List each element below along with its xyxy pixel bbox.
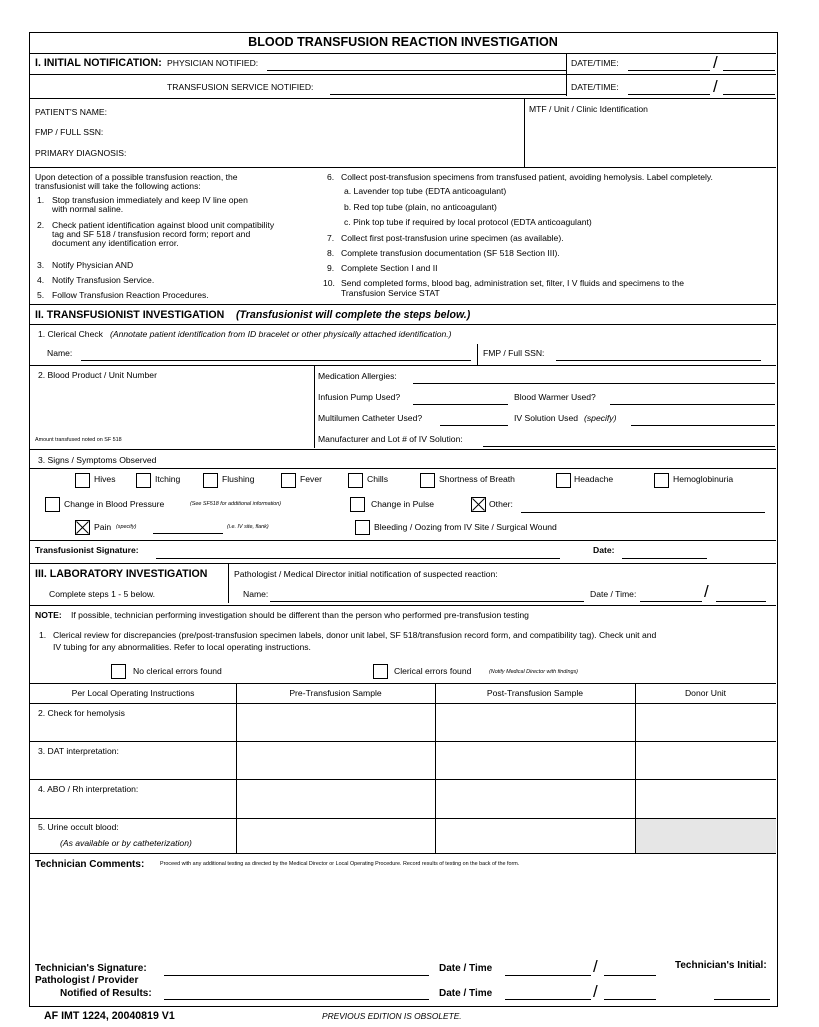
- form-title: BLOOD TRANSFUSION REACTION INVESTIGATION: [248, 35, 558, 49]
- headache-label: Headache: [574, 474, 614, 484]
- section-3-heading: III. LABORATORY INVESTIGATION: [35, 568, 208, 580]
- flushing-label: Flushing: [222, 474, 255, 484]
- pathologist-date-time-label: Date / Time: [439, 988, 493, 999]
- steps-intro: Upon detection of a possible transfusion reaction, the: [35, 172, 238, 182]
- other-field[interactable]: [521, 512, 765, 513]
- table-row: 5. Urine occult blood:: [38, 822, 119, 832]
- technician-time-field[interactable]: [604, 975, 656, 976]
- flushing-checkbox[interactable]: [203, 473, 218, 488]
- pain-field[interactable]: [153, 533, 223, 534]
- step-number: 1.: [37, 195, 45, 205]
- step-1: Stop transfusion immediately and keep IV line open: [52, 195, 248, 205]
- ts-notified-label: TRANSFUSION SERVICE NOTIFIED:: [167, 82, 314, 92]
- hives-label: Hives: [94, 474, 116, 484]
- step-5: Follow Transfusion Reaction Procedures.: [52, 290, 209, 300]
- date-time-label: DATE/TIME:: [571, 82, 619, 92]
- name-label: Name:: [47, 348, 73, 358]
- sob-checkbox[interactable]: [420, 473, 435, 488]
- med-allergies-field[interactable]: [413, 383, 775, 384]
- step-2: document any identification error.: [52, 238, 179, 248]
- transfusionist-signature-label: Transfusionist Signature:: [35, 545, 139, 555]
- technician-initial-field[interactable]: [714, 999, 770, 1000]
- technician-comments-note: Proceed with any additional testing as directed by the Medical Director or Local Operating Procedure. Record results of testing on the back of the form.: [160, 861, 520, 867]
- pathologist-name-field[interactable]: [270, 601, 584, 602]
- technician-comments-label: Technician Comments:: [35, 859, 145, 870]
- table-row: 4. ABO / Rh interpretation:: [38, 784, 139, 794]
- itching-label: Itching: [155, 474, 181, 484]
- technician-signature-label: Technician's Signature:: [35, 963, 147, 974]
- ts-date-field[interactable]: [628, 94, 710, 95]
- bleeding-checkbox[interactable]: [355, 520, 370, 535]
- pathologist-signature-label: Pathologist / Provider: [35, 975, 139, 986]
- step-10: Send completed forms, blood bag, administration set, filter, I V fluids and specimens to the: [341, 278, 684, 288]
- pain-checkbox[interactable]: [75, 520, 90, 535]
- donor-unit-na-cell: [636, 819, 776, 853]
- amount-transfused-note: Amount transfused noted on SF 518: [35, 437, 122, 443]
- pain-label: Pain: [94, 522, 112, 532]
- hemoglobinuria-checkbox[interactable]: [654, 473, 669, 488]
- physician-notified-label: PHYSICIAN NOTIFIED:: [167, 58, 259, 68]
- table-header: Post-Transfusion Sample: [486, 688, 584, 698]
- step-6a: a. Lavender top tube (EDTA anticoagulant): [344, 186, 507, 196]
- step-3: Notify Physician AND: [52, 260, 134, 270]
- blood-warmer-field[interactable]: [610, 404, 775, 405]
- pathologist-results-date-field[interactable]: [505, 999, 591, 1000]
- med-allergies-label: Medication Allergies:: [318, 371, 397, 381]
- primary-diagnosis-label: PRIMARY DIAGNOSIS:: [35, 148, 127, 158]
- step-number: 8.: [327, 248, 335, 258]
- bp-label: Change in Blood Pressure: [64, 499, 165, 509]
- table-header: Per Local Operating Instructions: [71, 688, 195, 698]
- iv-solution-field[interactable]: [631, 425, 775, 426]
- blood-product-label: 2. Blood Product / Unit Number: [38, 370, 157, 380]
- step-6c: c. Pink top tube if required by local protocol (EDTA anticoagulant): [344, 217, 592, 227]
- patient-name-field[interactable]: [81, 360, 471, 361]
- pathologist-time-field[interactable]: [716, 601, 766, 602]
- no-clerical-errors-checkbox[interactable]: [111, 664, 126, 679]
- headache-checkbox[interactable]: [556, 473, 571, 488]
- step-number: 6.: [327, 172, 335, 182]
- urine-note: (As available or by catheterization): [60, 838, 192, 848]
- section-2-note: (Transfusionist will complete the steps below.): [236, 309, 471, 321]
- manufacturer-field[interactable]: [483, 446, 775, 447]
- signs-label: 3. Signs / Symptoms Observed: [38, 455, 157, 465]
- step-10: Transfusion Service STAT: [341, 288, 440, 298]
- fever-label: Fever: [300, 474, 322, 484]
- no-clerical-errors-label: No clerical errors found: [133, 666, 222, 676]
- date-time-slash: /: [593, 982, 598, 1001]
- step-2: Check patient identification against blood unit compatibility: [52, 220, 275, 230]
- table-header: Donor Unit: [684, 688, 727, 698]
- pathologist-results-time-field[interactable]: [604, 999, 656, 1000]
- pathologist-datetime-label: Date / Time:: [590, 589, 637, 599]
- technician-date-field[interactable]: [505, 975, 591, 976]
- step-1: with normal saline.: [52, 204, 124, 214]
- infusion-pump-field[interactable]: [413, 404, 508, 405]
- pain-specify: (specify): [116, 524, 137, 530]
- step-4: Notify Transfusion Service.: [52, 275, 155, 285]
- multilumen-field[interactable]: [440, 425, 508, 426]
- clerical-review-text: Clerical review for discrepancies (pre/post-transfusion specimen labels, donor unit label, SF 518/transfusion record form, and compatibility tag). Check unit and: [53, 630, 657, 640]
- clerical-errors-label: Clerical errors found: [394, 666, 472, 676]
- manufacturer-label: Manufacturer and Lot # of IV Solution:: [318, 434, 463, 444]
- chills-checkbox[interactable]: [348, 473, 363, 488]
- step-6b: b. Red top tube (plain, no anticoagulant): [344, 202, 497, 212]
- patient-name-label: PATIENT'S NAME:: [35, 107, 107, 117]
- multilumen-label: Multilumen Catheter Used?: [318, 413, 423, 423]
- note-text: If possible, technician performing investigation should be different than the person who performed pre-transfusion testing: [71, 610, 529, 620]
- section-1-heading: I. INITIAL NOTIFICATION:: [35, 57, 162, 69]
- complete-steps-label: Complete steps 1 - 5 below.: [49, 589, 156, 599]
- technician-signature-field[interactable]: [164, 975, 429, 976]
- step-2: tag and SF 518 / transfusion record form; report and: [52, 229, 251, 239]
- clerical-check-note: (Annotate patient identification from ID bracelet or other physically attached identification.): [110, 329, 452, 339]
- pathologist-notification-label: Pathologist / Medical Director initial notification of suspected reaction:: [234, 569, 498, 579]
- note-label: NOTE:: [35, 610, 62, 620]
- patient-fmp-label: FMP / FULL SSN:: [35, 127, 104, 137]
- technician-date-time-label: Date / Time: [439, 963, 493, 974]
- hives-checkbox[interactable]: [75, 473, 90, 488]
- date-time-label: DATE/TIME:: [571, 58, 619, 68]
- pulse-label: Change in Pulse: [371, 499, 435, 509]
- date-time-slash: /: [593, 957, 598, 976]
- step-9: Complete Section I and II: [341, 263, 438, 273]
- step-6: Collect post-transfusion specimens from transfused patient, avoiding hemolysis. Label completely.: [341, 172, 713, 182]
- fmp-ssn-field[interactable]: [556, 360, 761, 361]
- sob-label: Shortness of Breath: [439, 474, 515, 484]
- transfusion-reaction-form: [29, 32, 778, 1007]
- clerical-check-label: 1. Clerical Check: [38, 329, 103, 339]
- step-number: 4.: [37, 275, 45, 285]
- bleeding-label: Bleeding / Oozing from IV Site / Surgical Wound: [374, 522, 557, 532]
- date-time-slash: /: [704, 582, 709, 601]
- ts-time-field[interactable]: [723, 94, 775, 95]
- infusion-pump-label: Infusion Pump Used?: [318, 392, 401, 402]
- physician-time-field[interactable]: [723, 70, 775, 71]
- step-number: 1.: [39, 630, 47, 640]
- physician-notified-field[interactable]: [267, 70, 566, 71]
- clerical-errors-note: (Notify Medical Director with findings): [489, 669, 578, 675]
- technician-comments-area[interactable]: [35, 875, 771, 955]
- obsolete-note: PREVIOUS EDITION IS OBSOLETE.: [322, 1011, 462, 1021]
- itching-checkbox[interactable]: [136, 473, 151, 488]
- fmp-label: FMP / Full SSN:: [483, 348, 545, 358]
- pathologist-name-label: Name:: [243, 589, 269, 599]
- blood-warmer-label: Blood Warmer Used?: [514, 392, 596, 402]
- clerical-review-text: IV tubing for any abnormalities. Refer to local operating instructions.: [53, 642, 311, 652]
- table-row: 3. DAT interpretation:: [38, 746, 119, 756]
- physician-date-field[interactable]: [628, 70, 710, 71]
- pathologist-signature-label: Notified of Results:: [60, 988, 152, 999]
- pathologist-signature-field[interactable]: [164, 999, 429, 1000]
- mtf-label: MTF / Unit / Clinic Identification: [529, 104, 648, 114]
- bp-note: (See SF518 for additional information): [190, 501, 282, 507]
- bp-checkbox[interactable]: [45, 497, 60, 512]
- hemoglobinuria-label: Hemoglobinuria: [673, 474, 734, 484]
- other-checkbox[interactable]: [471, 497, 486, 512]
- ts-notified-field[interactable]: [330, 94, 566, 95]
- transfusionist-signature-field[interactable]: [156, 558, 560, 559]
- step-number: 10.: [323, 278, 335, 288]
- section-2-heading: II. TRANSFUSIONIST INVESTIGATION: [35, 309, 225, 321]
- table-header: Pre-Transfusion Sample: [289, 688, 382, 698]
- technician-initial-label: Technician's Initial:: [675, 960, 767, 971]
- form-id: AF IMT 1224, 20040819 V1: [44, 1010, 175, 1022]
- step-number: 9.: [327, 263, 335, 273]
- step-number: 3.: [37, 260, 45, 270]
- other-label: Other:: [489, 499, 513, 509]
- pulse-checkbox[interactable]: [350, 497, 365, 512]
- iv-solution-label: IV Solution Used: [514, 413, 579, 423]
- pathologist-date-field[interactable]: [640, 601, 702, 602]
- step-number: 5.: [37, 290, 45, 300]
- steps-intro: transfusionist will take the following actions:: [35, 181, 201, 191]
- table-row: 2. Check for hemolysis: [38, 708, 125, 718]
- pain-site-note: (i.e. IV site, flank): [227, 524, 269, 530]
- fever-checkbox[interactable]: [281, 473, 296, 488]
- signature-date-field[interactable]: [622, 558, 707, 559]
- date-time-slash: /: [713, 53, 718, 72]
- iv-solution-specify: (specify): [584, 413, 617, 423]
- step-8: Complete transfusion documentation (SF 518 Section III).: [341, 248, 560, 258]
- step-7: Collect first post-transfusion urine specimen (as available).: [341, 233, 564, 243]
- chills-label: Chills: [367, 474, 389, 484]
- date-time-slash: /: [713, 77, 718, 96]
- step-number: 2.: [37, 220, 45, 230]
- step-number: 7.: [327, 233, 335, 243]
- signature-date-label: Date:: [593, 545, 615, 555]
- clerical-errors-checkbox[interactable]: [373, 664, 388, 679]
